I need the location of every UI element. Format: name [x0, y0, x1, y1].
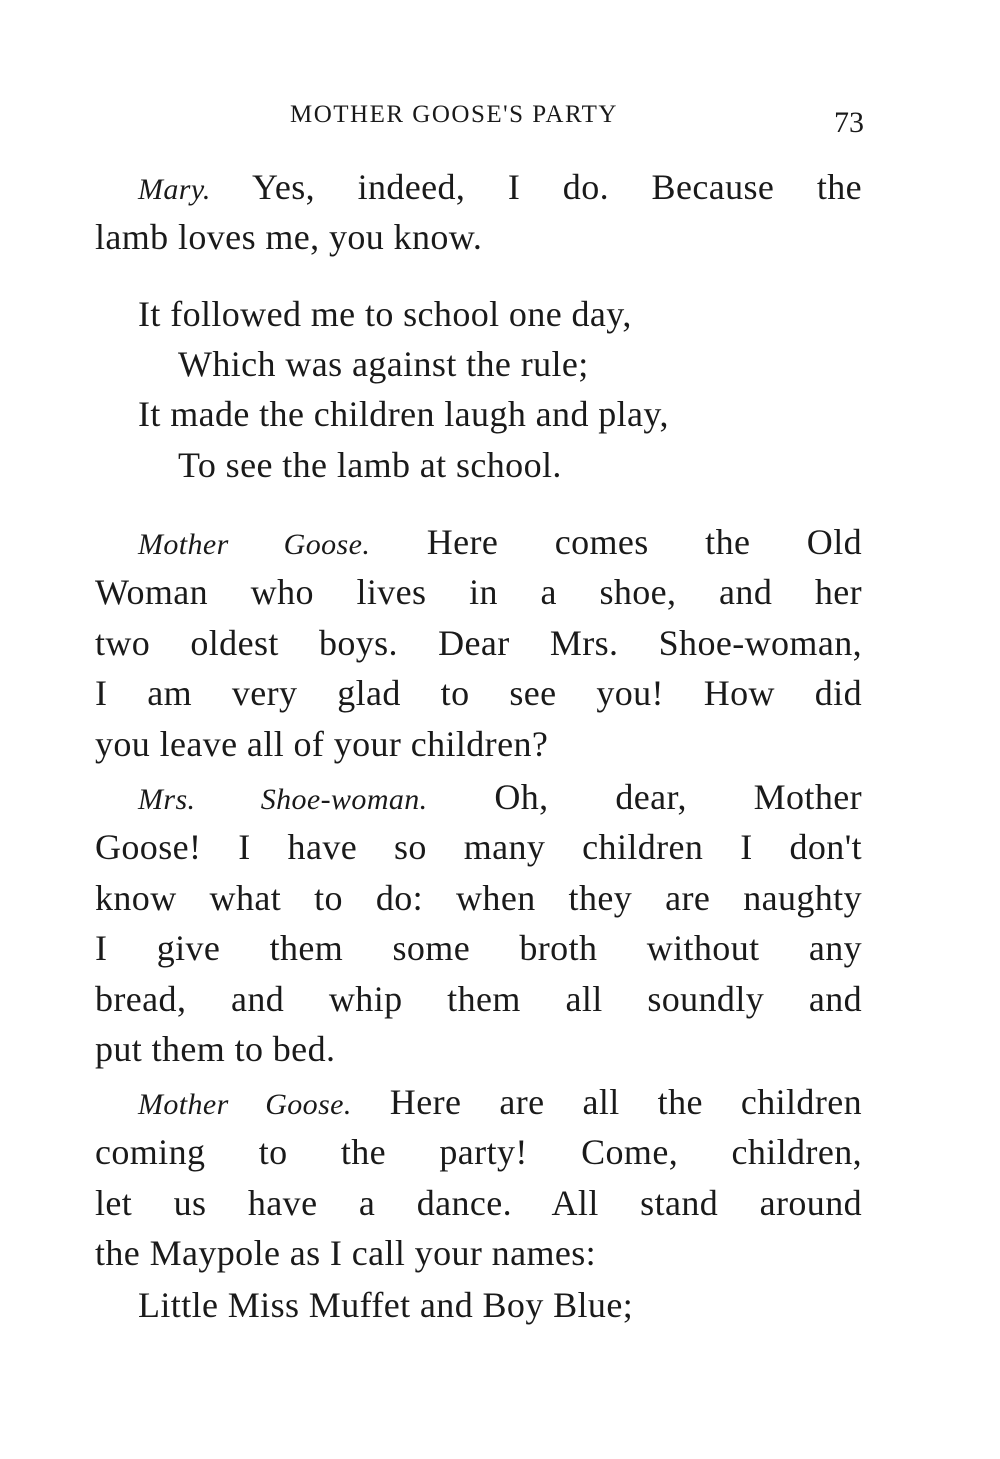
verse-line: Which was against the rule; [178, 344, 589, 384]
dialogue-text: Here comes the Old [426, 522, 863, 562]
running-header [0, 100, 1000, 140]
speaker-name: Mary. [138, 173, 211, 206]
paragraph-line [138, 772, 862, 825]
paragraph-line: know what to do: when they are naughty [95, 878, 862, 918]
paragraph-line [138, 1077, 862, 1130]
dialogue-text: Here are all the children [389, 1082, 863, 1122]
paragraph-line [138, 517, 862, 570]
speaker-name: Mother Goose. [138, 528, 371, 561]
running-title: MOTHER GOOSE'S PARTY [290, 101, 618, 128]
paragraph-line: two oldest boys. Dear Mrs. Shoe-woman, [95, 623, 862, 663]
verse-line: It made the children laugh and play, [138, 394, 669, 434]
verse-line: To see the lamb at school. [178, 445, 562, 485]
paragraph-line: Goose! I have so many children I don't [95, 827, 862, 867]
page-number: 73 [834, 106, 864, 139]
paragraph-line: coming to the party! Come, children, [95, 1132, 862, 1172]
paragraph-line: let us have a dance. All stand around [95, 1183, 862, 1223]
paragraph-line: I give them some broth without any [95, 928, 862, 968]
speaker-name: Mother Goose. [138, 1088, 352, 1121]
paragraph-line: I am very glad to see you! How did [95, 673, 862, 713]
paragraph-line: put them to bed. [95, 1029, 336, 1069]
speaker-name: Mrs. Shoe-woman. [138, 783, 428, 816]
paragraph-line: bread, and whip them all soundly and [95, 979, 862, 1019]
paragraph-line: Woman who lives in a shoe, and her [95, 572, 862, 612]
verse-line: It followed me to school one day, [138, 294, 632, 334]
dialogue-text: Yes, indeed, I do. Because the [252, 167, 862, 207]
paragraph-line [138, 162, 862, 215]
verse-line: Little Miss Muffet and Boy Blue; [138, 1285, 634, 1325]
paragraph-line: lamb loves me, you know. [95, 217, 483, 257]
paragraph-line: the Maypole as I call your names: [95, 1233, 597, 1273]
dialogue-text: Oh, dear, Mother [494, 777, 862, 817]
paragraph-line: you leave all of your children? [95, 724, 549, 764]
